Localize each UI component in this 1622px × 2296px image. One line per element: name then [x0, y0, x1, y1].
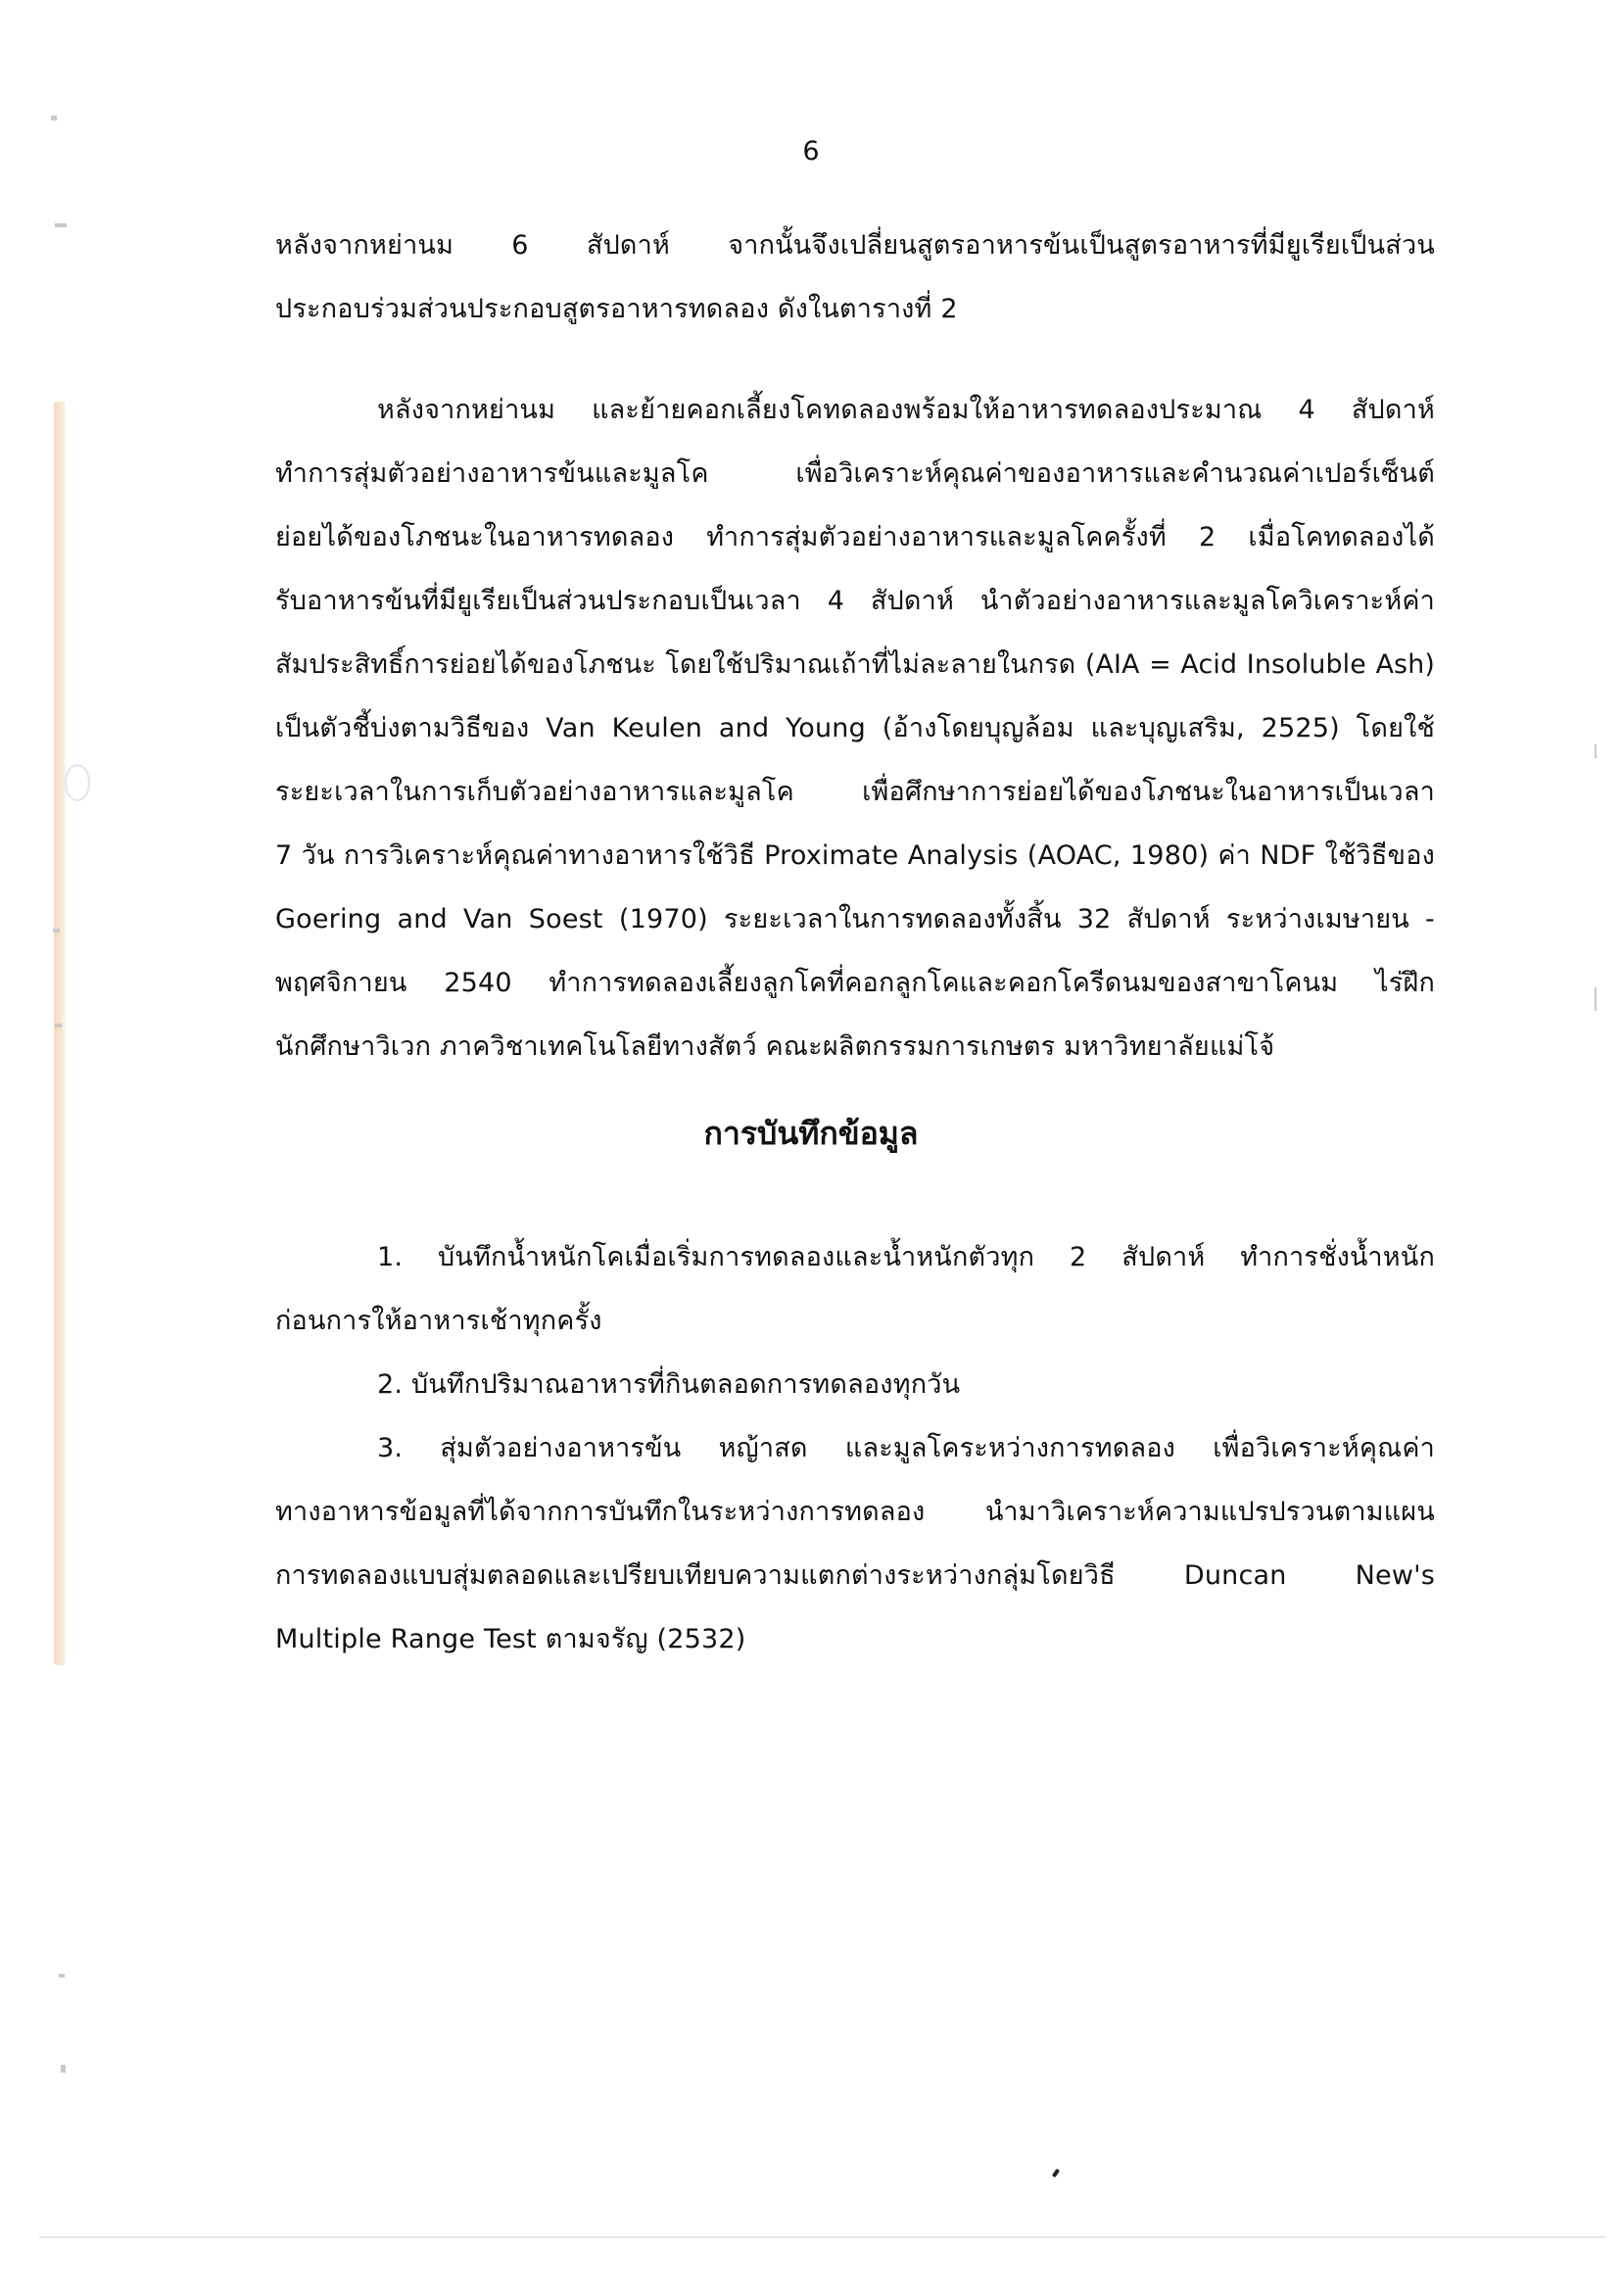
- text-line: ระยะเวลาในการเก็บตัวอย่างอาหารและมูลโค เพื่อศึกษาการย่อยได้ของโภชนะในอาหารเป็นเวลา: [275, 777, 1435, 807]
- scan-punch-hole: [65, 764, 90, 801]
- list-item-2-line: 2. บันทึกปริมาณอาหารที่กินตลอดการทดลองทุกวัน: [377, 1369, 961, 1400]
- scan-speck: [53, 929, 60, 933]
- text-line: Goering and Van Soest (1970) ระยะเวลาในการทดลองทั้งสิ้น 32 สัปดาห์ ระหว่างเมษายน -: [275, 904, 1435, 934]
- list-item-3-line: ทางอาหารข้อมูลที่ได้จากการบันทึกในระหว่างการทดลอง นำมาวิเคราะห์ความแปรปรวนตามแผน: [275, 1497, 1435, 1527]
- list-item-3-line: 3. สุ่มตัวอย่างอาหารข้น หญ้าสด และมูลโคระหว่างการทดลอง เพื่อวิเคราะห์คุณค่า: [377, 1433, 1435, 1463]
- paragraph-1: [275, 214, 1435, 341]
- paragraph-2: [275, 378, 1435, 1078]
- text-line: เป็นตัวชี้บ่งตามวิธีของ Van Keulen and Young (อ้างโดยบุญล้อม และบุญเสริม, 2525) โดยใช้: [275, 713, 1435, 743]
- text-line: รับอาหารข้นที่มียูเรียเป็นส่วนประกอบเป็นเวลา 4 สัปดาห์ นำตัวอย่างอาหารและมูลโควิเคราะห์ค่า: [275, 586, 1435, 616]
- list-item-1-line: 1. บันทึกน้ำหนักโคเมื่อเริ่มการทดลองและน้ำหนักตัวทุก 2 สัปดาห์ ทำการชั่งน้ำหนัก: [377, 1242, 1435, 1272]
- data-recording-list: [275, 1225, 1435, 1671]
- text-line: สัมประสิทธิ์การย่อยได้ของโภชนะ โดยใช้ปริมาณเถ้าที่ไม่ละลายในกรด (AIA = Acid Insoluble Ash): [275, 649, 1435, 680]
- scan-speck: [55, 1024, 62, 1028]
- list-item-3-line: Multiple Range Test ตามจรัญ (2532): [275, 1624, 746, 1654]
- list-item-3-line: การทดลองแบบสุ่มตลอดและเปรียบเทียบความแตกต่างระหว่างกลุ่มโดยวิธี Duncan New's: [275, 1560, 1435, 1591]
- scan-speck: [1052, 2169, 1060, 2178]
- text-line: ทำการสุ่มตัวอย่างอาหารข้นและมูลโค เพื่อวิเคราะห์คุณค่าของอาหารและคำนวณค่าเปอร์เซ็นต์: [275, 458, 1435, 489]
- text-line: หลังจากหย่านม 6 สัปดาห์ จากนั้นจึงเปลี่ยนสูตรอาหารข้นเป็นสูตรอาหารที่มียูเรียเป็นส่วน: [275, 230, 1435, 261]
- scan-bottom-edge: [39, 2236, 1606, 2238]
- text-line: ย่อยได้ของโภชนะในอาหารทดลอง ทำการสุ่มตัวอย่างอาหารและมูลโคครั้งที่ 2 เมื่อโคทดลองได้: [275, 522, 1435, 552]
- text-line: พฤศจิกายน 2540 ทำการทดลองเลี้ยงลูกโคที่คอกลูกโคและคอกโครีดนมของสาขาโคนม ไร่ฝึก: [275, 968, 1435, 998]
- scan-speck: [59, 1974, 65, 1978]
- scan-speck: [1595, 744, 1597, 758]
- text-line: ประกอบร่วมส่วนประกอบสูตรอาหารทดลอง ดังในตารางที่ 2: [275, 294, 958, 324]
- text-line: หลังจากหย่านม และย้ายคอกเลี้ยงโคทดลองพร้อมให้อาหารทดลองประมาณ 4 สัปดาห์: [377, 395, 1435, 425]
- scan-speck: [55, 223, 67, 227]
- scan-binding-strip: [54, 402, 66, 1665]
- scan-speck: [61, 2065, 66, 2073]
- page-number: 6: [802, 136, 820, 167]
- section-heading: การบันทึกข้อมูล: [703, 1115, 919, 1152]
- scan-speck: [51, 116, 57, 120]
- text-line: นักศึกษาวิเวก ภาควิชาเทคโนโลยีทางสัตว์ คณะผลิตกรรมการเกษตร มหาวิทยาลัยแม่โจ้: [275, 1031, 1275, 1062]
- scan-speck: [1595, 987, 1597, 1011]
- list-item-1-line: ก่อนการให้อาหารเช้าทุกครั้ง: [275, 1306, 602, 1336]
- text-line: 7 วัน การวิเคราะห์คุณค่าทางอาหารใช้วิธี Proximate Analysis (AOAC, 1980) ค่า NDF ใช้วิธีของ: [275, 840, 1435, 871]
